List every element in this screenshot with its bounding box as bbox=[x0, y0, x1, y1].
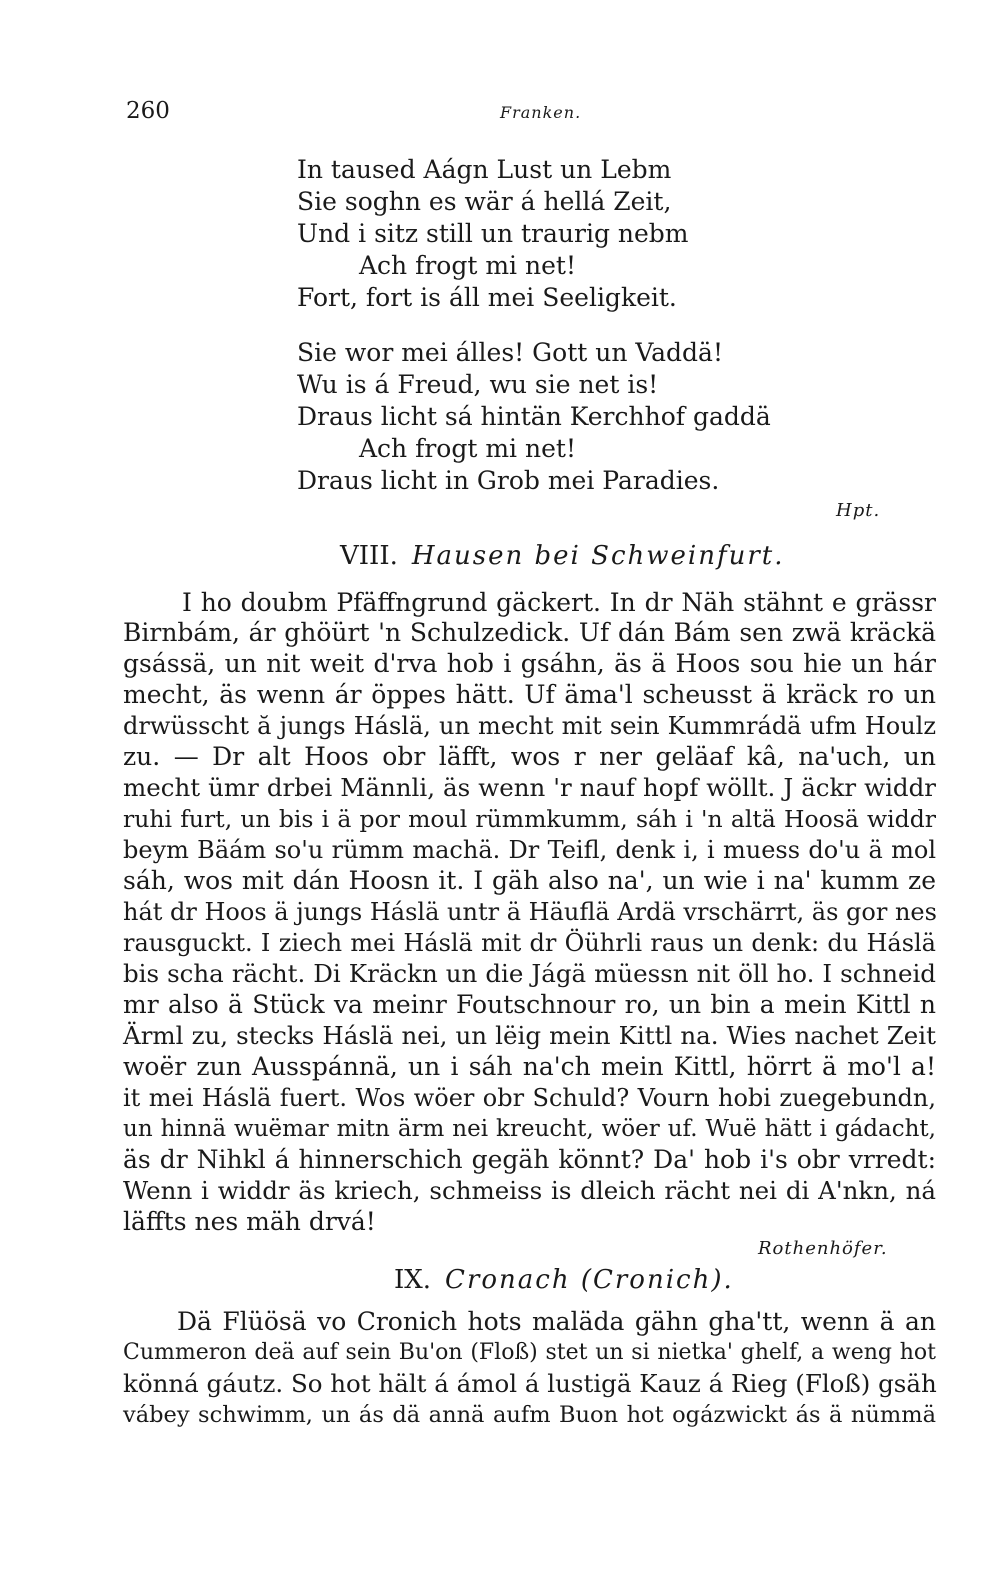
prose-line: it mei Háslä fuert. Wos wöer obr Schuld? Vourn hobi zuegebundn, bbox=[123, 1084, 936, 1112]
prose-line: Cummeron deä auf sein Bu'on (Floß) stet un si nietka' ghelf, a weng hot bbox=[123, 1340, 936, 1365]
section-title: Cronach (Cronich). bbox=[445, 1265, 734, 1295]
section-title: Hausen bei Schweinfurt. bbox=[411, 541, 785, 571]
prose-line: zu. — Dr alt Hoos obr läfft, wos r ner geläaf kâ, na'uch, un bbox=[123, 742, 936, 771]
running-head: Franken. bbox=[500, 103, 582, 122]
prose-line: läffts nes mäh drvá! bbox=[123, 1207, 376, 1236]
prose-line: mecht, äs wenn ár öppes hätt. Uf äma'l scheusst ä kräck ro un bbox=[123, 680, 936, 709]
prose-line: vábey schwimm, un ás dä annä aufm Buon hot ogázwickt ás ä nümmä bbox=[123, 1402, 936, 1428]
prose-line: hát dr Hoos ä jungs Háslä untr ä Häuflä Ardä vrschärrt, äs gor nes bbox=[123, 898, 937, 926]
prose-line: drwüsscht ă jungs Háslä, un mecht mit sein Kummrádä ufm Houlz bbox=[123, 712, 936, 740]
prose-line: mecht ümr drbei Männli, äs wenn 'r nauf hopf wöllt. J äckr widdr bbox=[123, 773, 936, 802]
verse-line: Und i sitz still un traurig nebm bbox=[297, 219, 689, 248]
verse-line: In taused Aágn Lust un Lebm bbox=[297, 155, 672, 184]
section-numeral: VIII. bbox=[340, 541, 398, 571]
prose-line: sáh, wos mit dán Hoosn it. I gäh also na', un wie i na' kumm ze bbox=[123, 866, 936, 895]
verse-line: Fort, fort is áll mei Seeligkeit. bbox=[297, 283, 677, 312]
prose-line: gsássä, un nit weit d'rva hob i gsáhn, äs ä Hoos sou hie un hár bbox=[123, 649, 936, 678]
prose-line: un hinnä wuëmar mitn ärm nei kreucht, wöer uf. Wuë hätt i gádacht, bbox=[123, 1116, 936, 1142]
verse-line: Draus licht sá hintän Kerchhof gaddä bbox=[297, 402, 771, 431]
prose-line: bis scha rächt. Di Kräckn un die Jágä müessn nit öll ho. I schneid bbox=[123, 959, 936, 988]
verse-line: Ach frogt mi net! bbox=[359, 251, 576, 280]
poem-signature: Hpt. bbox=[836, 500, 881, 521]
section-numeral: IX. bbox=[394, 1265, 432, 1295]
prose-line: könná gáutz. So hot hält á ámol á lustigä Kauz á Rieg (Floß) gsäh bbox=[123, 1369, 937, 1398]
prose-line: ruhi furt, un bis i ä por moul rümmkumm, sáh i 'n altä Hoosä widdr bbox=[123, 805, 936, 833]
page-number: 260 bbox=[126, 98, 170, 124]
verse-line: Draus licht in Grob mei Paradies. bbox=[297, 466, 720, 495]
prose-line: äs dr Nihkl á hinnerschich gegäh könnt? Da' hob i's obr vrredt: bbox=[123, 1145, 936, 1174]
prose-line: Dä Flüösä vo Cronich hots maläda gähn gha'tt, wenn ä an bbox=[177, 1307, 936, 1336]
verse-line: Wu is á Freud, wu sie net is! bbox=[297, 370, 659, 399]
section-heading-ix bbox=[394, 1265, 734, 1295]
verse-line: Sie wor mei álles! Gott un Vaddä! bbox=[297, 338, 724, 367]
verse-line: Ach frogt mi net! bbox=[359, 434, 576, 463]
prose-line: mr also ä Stück va meinr Foutschnour ro, un bin a mein Kittl n bbox=[123, 990, 936, 1019]
prose-line: woër zun Ausspánnä, un i sáh na'ch mein Kittl, hörrt ä mo'l a! bbox=[123, 1052, 936, 1081]
prose-line: rausguckt. I ziech mei Háslä mit dr Öührli raus un denk: du Háslä bbox=[123, 929, 936, 957]
section-signature: Rothenhöfer. bbox=[758, 1238, 888, 1259]
section-heading-viii bbox=[340, 541, 784, 571]
prose-line: Wenn i widdr äs kriech, schmeiss is dleich rächt nei di A'nkn, ná bbox=[123, 1176, 936, 1205]
prose-line: I ho doubm Pfäffngrund gäckert. In dr Näh stähnt e grässr bbox=[182, 588, 936, 617]
prose-line: Birnbám, ár ghöürt 'n Schulzedick. Uf dán Bám sen zwä kräckä bbox=[123, 618, 936, 647]
prose-line: Ärml zu, stecks Háslä nei, un lëig mein Kittl na. Wies nachet Zeit bbox=[123, 1021, 936, 1050]
verse-line: Sie soghn es wär á hellá Zeit, bbox=[297, 187, 672, 216]
prose-line: beym Bäám so'u rümm machä. Dr Teifl, denk i, i muess do'u ä mol bbox=[123, 836, 936, 864]
